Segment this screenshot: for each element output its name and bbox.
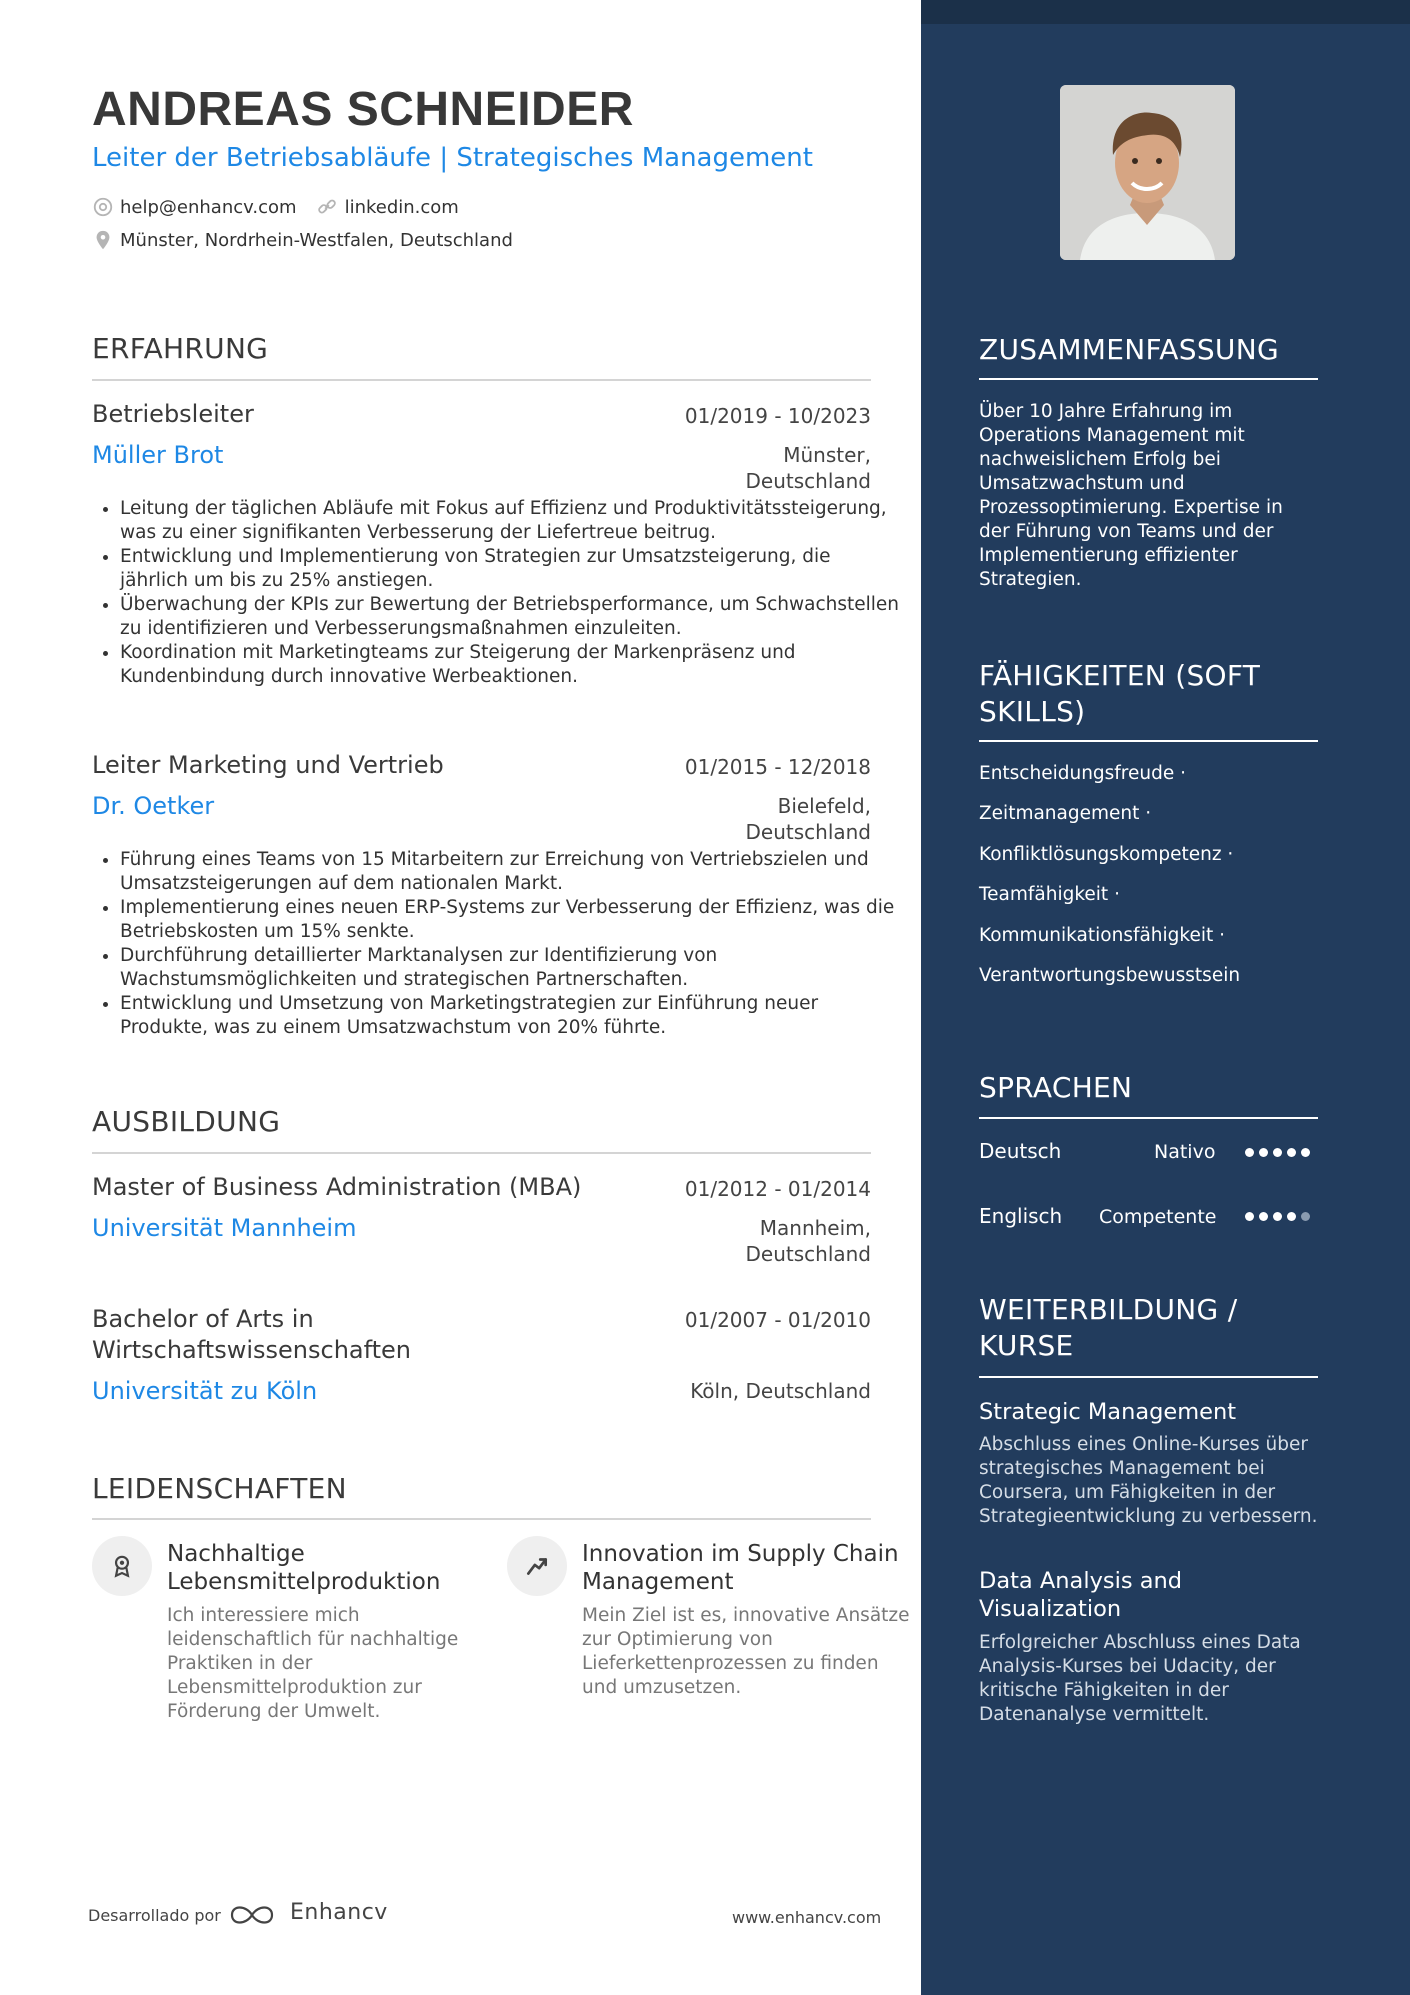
job-bullet: • Überwachung der KPIs zur Bewertung der Betriebsperformance, um Schwachstellen zu identifizieren und Verbesserungsmaßnahmen einzuleiten. [120,593,900,641]
passion-icon-wrap [507,1536,567,1596]
course-desc: Erfolgreicher Abschluss eines Data Analysis-Kurses bei Udacity, der kritische Fähigkeiten in der Datenanalyse vermittelt. [979,1632,1301,1725]
location-row [92,229,513,251]
company-name[interactable]: Müller Brot [92,441,224,469]
job-location [746,442,872,494]
school-name[interactable]: Universität zu Köln [92,1377,318,1405]
school-location-city: Mannheim, [759,1216,871,1240]
summary-text: Über 10 Jahre Erfahrung im Operations Management mit nachweislichem Erfolg bei Umsatzwachstum und Prozessoptimierung. Expertise in der Führung von Teams und der Implementierung effizienter Strategien. [979,401,1283,590]
language-level: Nativo [1154,1141,1216,1163]
degree-dates: 01/2012 - 01/2014 [684,1177,871,1201]
job-location-city: Bielefeld, [777,794,871,818]
at-icon [92,196,114,218]
passion-title: Innovation im Supply Chain Management [582,1541,899,1595]
degree-title-line: Bachelor of Arts in [92,1305,314,1333]
location-text: Münster, Nordrhein-Westfalen, Deutschland [120,229,513,251]
rating-dot-empty [1301,1212,1310,1221]
footer-url[interactable]: www.enhancv.com [732,1908,882,1927]
courses-divider [979,1376,1318,1378]
skill-item: Entscheidungsfreude · [979,763,1187,784]
language-rating [1245,1148,1310,1157]
school-location [746,1215,872,1267]
degree-dates: 01/2007 - 01/2010 [684,1308,871,1332]
candidate-name: ANDREAS SCHNEIDER [92,83,634,136]
passion-desc: Mein Ziel ist es, innovative Ansätze zur Optimierung von Lieferkettenprozessen zu finden und umzusetzen. [582,1605,910,1698]
rating-dot-filled [1245,1148,1254,1157]
job-bullets [92,497,900,689]
languages-divider [979,1117,1318,1119]
skill-item: Teamfähigkeit · [979,884,1120,905]
degree-title-line: Wirtschaftswissenschaften [92,1336,412,1364]
job-bullet: • Durchführung detaillierter Marktanalysen zur Identifizierung von Wachstumsmöglichkeiten und strategischen Partnerschaften. [120,944,900,992]
award-icon [109,1553,135,1579]
job-location-country: Deutschland [745,820,871,844]
headline: Leiter der Betriebsabläufe | Strategisches Management [92,143,813,173]
language-name: Deutsch [979,1139,1062,1163]
location-pin-icon [92,229,114,251]
job-dates: 01/2019 - 10/2023 [684,404,871,428]
company-name[interactable]: Dr. Oetker [92,792,215,820]
job-title: Betriebsleiter [92,400,254,428]
job-bullets [92,848,900,1040]
rating-dot-filled [1273,1148,1282,1157]
experience-title: ERFAHRUNG [92,332,269,365]
school-location-country: Deutschland [745,1242,871,1266]
job-dates: 01/2015 - 12/2018 [684,755,871,779]
avatar [1060,85,1235,260]
passion-desc: Ich interessiere mich leidenschaftlich für nachhaltige Praktiken in der Lebensmittelproduktion zur Förderung der Umwelt. [167,1605,459,1722]
linkedin-link[interactable]: linkedin.com [344,196,459,218]
skill-item: Verantwortungsbewusstsein [979,965,1241,986]
footer-brand: Enhancv [290,1900,388,1925]
job-bullet: • Implementierung eines neuen ERP-Systems zur Verbesserung der Effizienz, was die Betriebskosten um 15% senkte. [120,896,900,944]
language-rating [1245,1212,1310,1221]
languages-title: SPRACHEN [979,1071,1133,1104]
enhancv-logo-icon [228,1902,276,1928]
rating-dot-filled [1259,1212,1268,1221]
language-name: Englisch [979,1204,1063,1228]
passion-icon-wrap [92,1536,152,1596]
job-location-city: Münster, [783,443,871,467]
rating-dot-filled [1273,1212,1282,1221]
passions-title: LEIDENSCHAFTEN [92,1472,347,1505]
job-bullet: • Führung eines Teams von 15 Mitarbeitern zur Erreichung von Vertriebszielen und Umsatzsteigerungen auf dem nationalen Markt. [120,848,900,896]
job-title: Leiter Marketing und Vertrieb [92,751,444,779]
email-link[interactable]: help@enhancv.com [120,196,297,218]
link-icon [315,196,339,218]
skills-divider [979,740,1318,742]
experience-divider [92,379,871,381]
language-level: Competente [1099,1206,1217,1228]
skill-item: Konfliktlösungskompetenz · [979,844,1234,865]
profile-photo-icon [1060,85,1235,260]
course-title: Strategic Management [979,1399,1237,1425]
courses-title: WEITERBILDUNG / KURSE [979,1293,1238,1362]
job-bullet: • Entwicklung und Umsetzung von Marketingstrategien zur Einführung neuer Produkte, was zu einem Umsatzwachstum von 20% führte. [120,992,900,1040]
growth-arrow-icon [524,1553,550,1579]
rating-dot-filled [1259,1148,1268,1157]
job-bullet: • Entwicklung und Implementierung von Strategien zur Umsatzsteigerung, die jährlich um bis zu 25% anstiegen. [120,545,900,593]
education-divider [92,1152,871,1154]
skill-item: Kommunikationsfähigkeit · [979,925,1226,946]
footer-powered-by: Desarrollado por [88,1906,221,1925]
course-desc: Abschluss eines Online-Kurses über strategisches Management bei Coursera, um Fähigkeiten in der Strategieentwicklung zu verbessern. [979,1434,1318,1527]
skill-item: Zeitmanagement · [979,803,1152,824]
rating-dot-filled [1287,1212,1296,1221]
course-title: Data Analysis and Visualization [979,1568,1183,1622]
summary-divider [979,378,1318,380]
summary-title: ZUSAMMENFASSUNG [979,333,1279,366]
skills-title: FÄHIGKEITEN (SOFT SKILLS) [979,659,1261,728]
degree-title: Master of Business Administration (MBA) [92,1173,582,1201]
job-location [746,793,872,845]
school-name[interactable]: Universität Mannheim [92,1214,357,1242]
passions-divider [92,1518,871,1520]
rating-dot-filled [1301,1148,1310,1157]
job-location-country: Deutschland [745,469,871,493]
degree-title [92,1304,411,1366]
passion-title: Nachhaltige Lebensmittelproduktion [167,1541,441,1595]
sidebar-top-bar [921,0,1410,24]
job-bullet: • Leitung der täglichen Abläufe mit Fokus auf Effizienz und Produktivitätssteigerung, was zu einer signifikanten Verbesserung der Liefertreue beitrug. [120,497,900,545]
school-location: Köln, Deutschland [690,1379,871,1403]
job-bullet: • Koordination mit Marketingteams zur Steigerung der Markenpräsenz und Kundenbindung durch innovative Werbeaktionen. [120,641,900,689]
rating-dot-filled [1245,1212,1254,1221]
education-title: AUSBILDUNG [92,1105,281,1138]
rating-dot-filled [1287,1148,1296,1157]
contact-row [92,196,459,218]
